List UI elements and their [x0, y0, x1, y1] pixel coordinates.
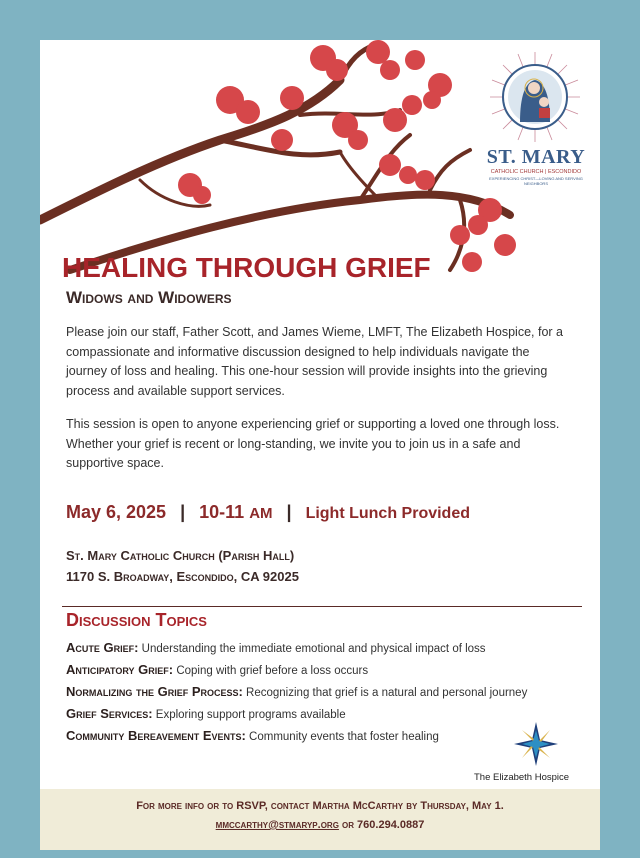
topic-item	[66, 661, 536, 680]
rsvp-contact-line: For more info or to RSVP, contact Martha McCarthy by Thursday, May 1.	[136, 800, 504, 812]
rsvp-email-link[interactable]: mmccarthy@stmaryp.org	[215, 819, 339, 831]
hospice-name: The Elizabeth Hospice	[474, 772, 570, 783]
flyer-subtitle: Widows and Widowers	[66, 288, 232, 307]
topic-description: Understanding the immediate emotional and physical impact of loss	[141, 643, 486, 655]
section-divider	[62, 606, 582, 607]
topics-heading: Discussion Topics	[66, 610, 207, 630]
topic-item	[66, 639, 536, 658]
invitation-paragraph: This session is open to anyone experiencing grief or supporting a loved one through loss. Whether your grief is recent or long-standing, we invite you to join us in a safe and supportive space.	[66, 417, 560, 470]
event-date: May 6, 2025	[66, 502, 167, 522]
topic-term: Anticipatory Grief:	[66, 662, 174, 677]
venue-address: 1170 S. Broadway, Escondido, CA 92025	[66, 569, 299, 584]
rsvp-or: or	[338, 819, 358, 831]
topic-term: Acute Grief:	[66, 640, 139, 655]
topic-description: Recognizing that grief is a natural and personal journey	[246, 687, 528, 699]
topic-item	[66, 705, 536, 724]
hospice-star-icon	[512, 720, 560, 768]
topic-description: Coping with grief before a loss occurs	[176, 665, 369, 677]
logo-name: ST. MARY	[486, 146, 586, 168]
topic-term: Grief Services:	[66, 706, 153, 721]
madonna-seal-icon	[490, 52, 580, 142]
topic-item	[66, 683, 536, 702]
st-mary-logo	[480, 52, 592, 186]
rsvp-footer	[40, 789, 600, 850]
topics-list	[66, 639, 536, 746]
event-lunch: Light Lunch Provided	[305, 505, 470, 522]
venue-block	[66, 545, 299, 587]
logo-subline: CATHOLIC CHURCH | ESCONDIDO	[490, 169, 582, 175]
topic-description: Exploring support programs available	[155, 709, 346, 721]
topic-item	[66, 727, 536, 746]
intro-paragraph: Please join our staff, Father Scott, and James Wieme, LMFT, The Elizabeth Hospice, for a compassionate and informative discussion designed to help individuals navigate the journey of loss and healing. This one-hour session will provide insights into the grieving process and available support services.	[66, 325, 563, 398]
rsvp-contact-details	[40, 819, 600, 831]
event-time-suffix: AM	[249, 505, 273, 522]
rsvp-phone: 760.294.0887	[357, 819, 425, 831]
topic-term: Normalizing the Grief Process:	[66, 684, 243, 699]
event-details	[66, 502, 470, 523]
topic-description: Community events that foster healing	[249, 731, 439, 743]
logo-tagline: EXPERIENCING CHRIST—LOVING AND SERVING NEIGHBORS	[489, 176, 583, 186]
venue-name: St. Mary Catholic Church (Parish Hall)	[66, 548, 295, 563]
event-time: 10-11	[199, 502, 245, 522]
event-separator: |	[286, 502, 292, 522]
event-separator: |	[180, 502, 186, 522]
topic-term: Community Bereavement Events:	[66, 728, 246, 743]
flyer-title: HEALING THROUGH GRIEF	[62, 252, 431, 283]
flyer-sheet	[40, 40, 600, 850]
